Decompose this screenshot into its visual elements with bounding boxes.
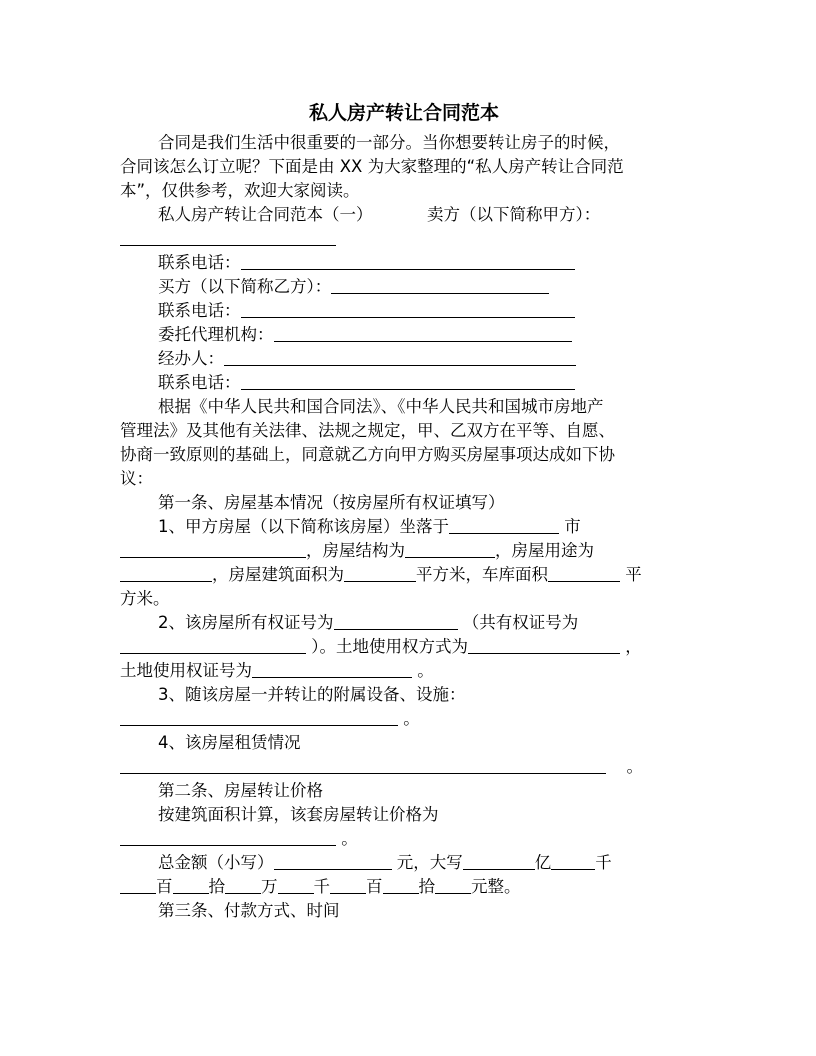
city-label: 市	[564, 517, 581, 536]
article1-item1-row3	[120, 563, 688, 587]
article2-total-row	[120, 851, 688, 875]
intro-line-2: 合同该怎么订立呢？下面是由 XX 为大家整理的“私人房产转让合同范	[120, 157, 624, 176]
land-use-label: ）。土地使用权方式为	[311, 637, 468, 656]
article1-item4-blank-row	[120, 755, 688, 779]
article1-item2-row1	[120, 611, 688, 635]
yi-field[interactable]	[463, 852, 535, 870]
intro-line-1: 合同是我们生活中很重要的一部分。当你想要转让房子的时候，	[158, 133, 620, 152]
contact-phone-label: 联系电话：	[158, 253, 241, 272]
article1-item1-row2	[120, 539, 688, 563]
bai-field[interactable]	[120, 876, 156, 894]
article1-item3: 3、随该房屋一并转让的附属设备、设施：	[158, 685, 466, 704]
land-cert-field[interactable]	[252, 660, 412, 678]
intro-line-3: 本”，仅供参考，欢迎大家阅读。	[120, 181, 360, 200]
preamble-line-4: 议：	[120, 469, 153, 488]
article1-item2-row2	[120, 635, 688, 659]
buyer-row	[120, 275, 688, 299]
document-title: 私人房产转让合同范本	[308, 102, 499, 124]
qian-field[interactable]	[551, 852, 595, 870]
buyer-phone-field[interactable]	[241, 300, 575, 318]
article1-item4: 4、该房屋租赁情况	[158, 733, 301, 752]
qian2-field[interactable]	[278, 876, 314, 894]
usage-field[interactable]	[120, 564, 212, 582]
area-field[interactable]	[344, 564, 416, 582]
yuan-field[interactable]	[435, 876, 471, 894]
structure-field[interactable]	[405, 540, 495, 558]
land-cert-label: 土地使用权证号为	[120, 661, 252, 680]
seller-name-field[interactable]	[120, 228, 336, 246]
ownership-cert-field[interactable]	[334, 612, 458, 630]
bai-label: 百	[156, 877, 173, 896]
preamble-line-2: 管理法》及其他有关法律、法规之规定，甲、乙双方在平等、自愿、	[120, 421, 615, 440]
land-use-field[interactable]	[468, 636, 620, 654]
ping-label: 平	[625, 565, 642, 584]
attachments-field[interactable]	[120, 708, 398, 726]
price-field[interactable]	[120, 828, 336, 846]
article2-heading: 第二条、房屋转让价格	[158, 781, 323, 800]
preamble-line-1: 根据《中华人民共和国合同法》、《中华人民共和国城市房地产	[158, 397, 604, 416]
contact-phone-label: 联系电话：	[158, 301, 241, 320]
agency-field[interactable]	[274, 324, 572, 342]
yuan-end-label: 元整。	[471, 877, 521, 896]
agent-row	[120, 347, 688, 371]
seller-blank-row	[120, 227, 688, 251]
co-ownership-field[interactable]	[120, 636, 306, 654]
item1-location-label: 1、甲方房屋（以下简称该房屋）坐落于	[158, 517, 449, 536]
article1-heading: 第一条、房屋基本情况（按房屋所有权证填写）	[158, 493, 505, 512]
agency-label: 委托代理机构：	[158, 325, 274, 344]
qian-label: 千	[595, 853, 612, 872]
article1-item1-row1	[120, 515, 688, 539]
shi-field[interactable]	[173, 876, 209, 894]
district-field[interactable]	[120, 540, 306, 558]
garage-area-field[interactable]	[548, 564, 620, 582]
co-ownership-label: （共有权证号为	[462, 613, 579, 632]
area-label: ，房屋建筑面积为	[212, 565, 344, 584]
article2-price-blank-row	[120, 827, 688, 851]
sample-heading: 私人房产转让合同范本（一）	[158, 205, 373, 224]
period: 。	[626, 757, 643, 776]
total-label: 总金额（小写）	[158, 853, 274, 872]
agent-label: 经办人：	[158, 349, 224, 368]
yuan-capital-label: 元，大写	[396, 853, 463, 872]
seller-label: 卖方（以下简称甲方）：	[427, 205, 601, 224]
buyer-name-field[interactable]	[331, 276, 549, 294]
article1-item1-row4: 方米。	[120, 589, 170, 608]
article2-line1: 按建筑面积计算，该套房屋转让价格为	[158, 805, 439, 824]
contact-phone-label: 联系电话：	[158, 373, 241, 392]
article2-capital-row	[120, 875, 688, 899]
seller-phone-row	[120, 251, 688, 275]
wan-field[interactable]	[225, 876, 261, 894]
ownership-cert-label: 2、该房屋所有权证号为	[158, 613, 334, 632]
sample-heading-row	[120, 203, 688, 227]
lease-field[interactable]	[120, 756, 606, 774]
agent-field[interactable]	[224, 348, 576, 366]
bai-label: 百	[366, 877, 383, 896]
qian-label: 千	[313, 877, 330, 896]
agency-phone-field[interactable]	[241, 372, 575, 390]
period: 。	[341, 829, 358, 848]
document-page	[120, 99, 688, 923]
period: 。	[417, 661, 434, 680]
article3-heading: 第三条、付款方式、时间	[158, 901, 340, 920]
shi-label: 拾	[208, 877, 225, 896]
buyer-label: 买方（以下简称乙方）：	[158, 277, 332, 296]
structure-label: ，房屋结构为	[306, 541, 405, 560]
period: 。	[403, 709, 420, 728]
agency-row	[120, 323, 688, 347]
yi-label: 亿	[534, 853, 552, 872]
comma: ，	[625, 637, 642, 656]
buyer-phone-row	[120, 299, 688, 323]
preamble-line-3: 协商一致原则的基础上，同意就乙方向甲方购买房屋事项达成如下协	[120, 445, 615, 464]
total-numeric-field[interactable]	[274, 852, 392, 870]
agency-phone-row	[120, 371, 688, 395]
wan-label: 万	[261, 877, 278, 896]
shi-label: 拾	[418, 877, 435, 896]
usage-label: ，房屋用途为	[495, 541, 594, 560]
garage-label: 平方米，车库面积	[416, 565, 548, 584]
bai2-field[interactable]	[330, 876, 366, 894]
location-field[interactable]	[449, 516, 559, 534]
shi2-field[interactable]	[383, 876, 419, 894]
seller-phone-field[interactable]	[241, 252, 575, 270]
article1-item3-blank-row	[120, 707, 688, 731]
article1-item2-row3	[120, 659, 688, 683]
